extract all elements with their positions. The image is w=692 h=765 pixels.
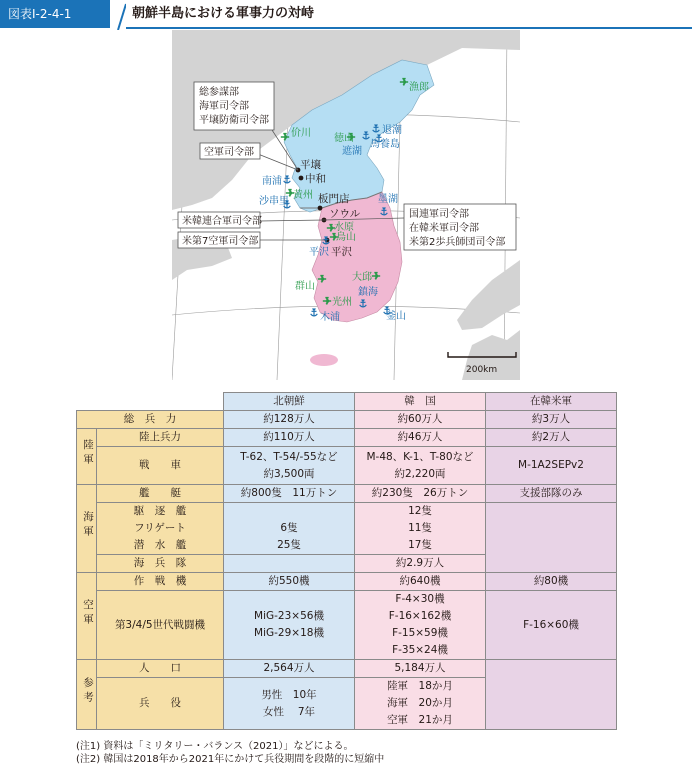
col-header-nk: 北朝鮮	[224, 393, 355, 411]
military-comparison-table	[76, 392, 617, 730]
korea-map-svg	[172, 30, 520, 380]
row-label-combat-aircraft: 作 戦 機	[97, 573, 224, 591]
label-osan: 烏山	[336, 232, 356, 243]
label-toehak: 退潮	[382, 125, 402, 136]
label-jinhae: 鎮海	[358, 287, 378, 298]
table-row	[77, 429, 617, 447]
cell-destroyers-sk: 12隻	[355, 503, 486, 521]
row-label-service: 兵 役	[97, 678, 224, 730]
group-army	[77, 429, 97, 485]
label-panmunjom: 板門店	[318, 193, 350, 205]
figure-title: 朝鮮半島における軍事力の対峙	[132, 6, 315, 21]
row-label-tanks: 戦 車	[97, 447, 224, 485]
cell-service-nk: 男性 10年 女性 7年	[224, 678, 355, 730]
label-seoul: ソウル	[329, 208, 361, 220]
cell-ships-nk: 約800隻 11万トン	[224, 485, 355, 503]
figure-header	[0, 0, 692, 28]
row-label-total: 総 兵 力	[77, 411, 224, 429]
cell-tanks-sk: M-48、K-1、T-80など 約2,220両	[355, 447, 486, 485]
figure-id-badge: 図表Ⅰ-2-4-1	[0, 0, 110, 28]
row-label-modern-fighters: 第3/4/5世代戦闘機	[97, 591, 224, 660]
cell-frigates-nk: 6隻	[224, 520, 355, 537]
jeju-island	[310, 354, 338, 366]
group-navy-label: 海軍	[82, 511, 94, 540]
row-label-population: 人 口	[97, 660, 224, 678]
cell-combat-nk: 約550機	[224, 573, 355, 591]
cell-tanks-us: M-1A2SEPv2	[486, 447, 617, 485]
col-header-sk: 韓 国	[355, 393, 486, 411]
note-2: (注2) 韓国は2018年から2021年にかけて兵役期間を段階的に短縮中	[76, 754, 385, 765]
header-underline	[126, 27, 692, 29]
row-label-destroyers: 駆 逐 艦	[97, 503, 224, 521]
label-kaechon: 价川	[291, 128, 311, 139]
cell-destroyers-nk	[224, 503, 355, 521]
group-army-label: 陸軍	[82, 439, 94, 468]
cell-total-us: 約3万人	[486, 411, 617, 429]
label-busan: 釜山	[386, 311, 406, 322]
korea-map	[172, 30, 520, 380]
hq-box-1-line-3: 平壌防衛司令部	[199, 115, 269, 126]
cell-marines-nk	[224, 555, 355, 573]
cell-ref-us-empty	[486, 660, 617, 730]
cell-population-sk: 5,184万人	[355, 660, 486, 678]
cell-ships-sk: 約230隻 26万トン	[355, 485, 486, 503]
label-hwangju: 黄州	[293, 190, 313, 201]
cell-modern-us: F-16×60機	[486, 591, 617, 660]
cell-submarines-nk: 25隻	[224, 537, 355, 555]
label-mokpo: 木浦	[320, 312, 340, 323]
scale-label: 200km	[466, 365, 498, 375]
hq-box-3-label: 米韓連合軍司令部	[182, 216, 262, 227]
cell-tanks-nk: T-62、T-54/-55など 約3,500両	[224, 447, 355, 485]
label-orang: 漁郎	[409, 82, 429, 93]
label-kunsan: 群山	[295, 281, 315, 292]
table-row	[77, 411, 617, 429]
cell-total-nk: 約128万人	[224, 411, 355, 429]
cell-combat-sk: 約640機	[355, 573, 486, 591]
cell-marines-sk: 約2.9万人	[355, 555, 486, 573]
cell-army-troops-nk: 約110万人	[224, 429, 355, 447]
table-row	[77, 573, 617, 591]
label-gwangju: 光州	[332, 297, 352, 308]
label-chaho: 遮湖	[342, 146, 362, 157]
label-junghwa: 中和	[305, 173, 326, 185]
group-air-label: 空軍	[82, 598, 94, 628]
group-ref	[77, 660, 97, 730]
junghwa-dot	[299, 176, 304, 181]
hq-box-1-line-2: 海軍司令部	[199, 101, 249, 112]
header-slash-icon	[108, 0, 126, 30]
col-header-us: 在韓米軍	[486, 393, 617, 411]
table-header-row	[77, 393, 617, 411]
hq-box-2-label: 空軍司令部	[204, 147, 254, 158]
label-pyeongtaek: 平沢	[331, 246, 352, 258]
row-label-submarines: 潜 水 艦	[97, 537, 224, 555]
hq-box-5-line-3: 米第2歩兵師団司令部	[409, 237, 506, 248]
cell-army-troops-us: 約2万人	[486, 429, 617, 447]
label-pyongyang: 平壌	[300, 159, 321, 171]
cell-modern-nk: MiG-23×56機 MiG-29×18機	[224, 591, 355, 660]
row-label-frigates: フリゲート	[97, 520, 224, 537]
cell-modern-sk: F-4×30機 F-16×162機 F-15×59機 F-35×24機	[355, 591, 486, 660]
label-nampo: 南浦	[262, 176, 282, 187]
label-mukho: 墨湖	[378, 194, 398, 205]
cell-army-troops-sk: 約46万人	[355, 429, 486, 447]
cell-frigates-sk: 11隻	[355, 520, 486, 537]
row-label-army-troops: 陸上兵力	[97, 429, 224, 447]
cell-total-sk: 約60万人	[355, 411, 486, 429]
cell-navy-us-empty	[486, 503, 617, 573]
table-row	[77, 660, 617, 678]
label-toksan: 徳山	[334, 133, 354, 144]
note-1: (注1) 資料は「ミリタリー・バランス（2021）」などによる。	[76, 741, 354, 752]
hq-box-1-line-1: 総参謀部	[199, 87, 239, 98]
row-label-marines: 海 兵 隊	[97, 555, 224, 573]
cell-ships-us: 支援部隊のみ	[486, 485, 617, 503]
cell-submarines-sk: 17隻	[355, 537, 486, 555]
hq-box-4-label: 米第7空軍司令部	[182, 236, 259, 247]
label-mayang: 馬養島	[370, 139, 400, 150]
table-row	[77, 447, 617, 485]
table-row	[77, 591, 617, 660]
row-label-ships: 艦 艇	[97, 485, 224, 503]
table-row	[77, 485, 617, 503]
group-navy	[77, 485, 97, 573]
cell-service-sk: 陸軍 18か月 海軍 20か月 空軍 21か月	[355, 678, 486, 730]
cell-combat-us: 約80機	[486, 573, 617, 591]
group-air	[77, 573, 97, 660]
group-ref-label: 参考	[82, 677, 94, 706]
label-daegu: 大邱	[352, 272, 372, 283]
panmunjom-dot	[318, 206, 323, 211]
label-sagotri: 沙串里	[259, 196, 289, 207]
table-row	[77, 503, 617, 521]
label-pyeongtaek-port: 平沢	[309, 247, 329, 258]
hq-box-5-line-2: 在韓米軍司令部	[409, 223, 479, 234]
hq-box-5-line-1: 国連軍司令部	[409, 209, 469, 220]
cell-population-nk: 2,564万人	[224, 660, 355, 678]
label-suwon: 水原	[334, 222, 354, 233]
